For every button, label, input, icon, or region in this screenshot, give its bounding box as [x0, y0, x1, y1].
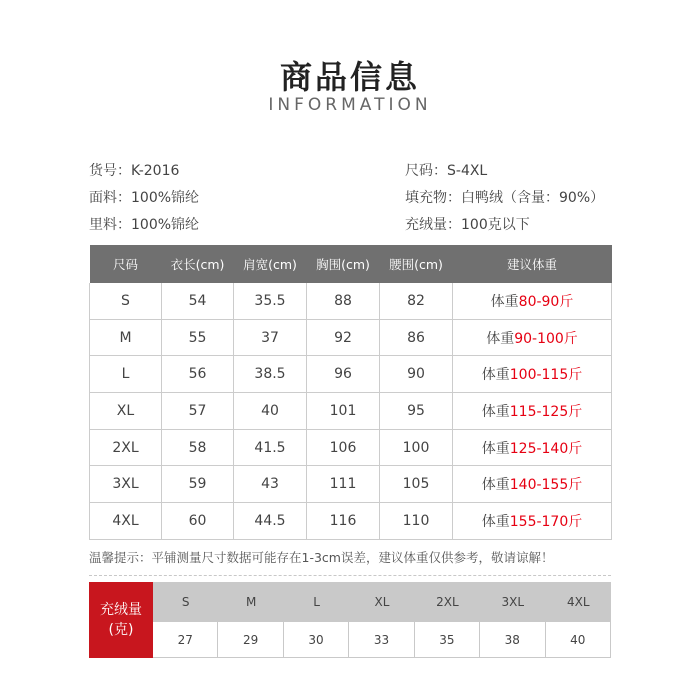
cell-waist: 86	[380, 319, 453, 356]
fill-size: M	[245, 595, 257, 609]
weight-prefix: 体重	[481, 403, 510, 420]
cell-chest: 92	[307, 319, 380, 356]
fill-grid	[153, 582, 611, 658]
cell-waist: 82	[380, 283, 453, 319]
measurement-tip: 温馨提示：平铺测量尺寸数据可能存在1-3cm误差，建议体重仅供参考，敬请谅解！	[89, 550, 554, 565]
fill-amount-table	[89, 582, 611, 658]
info-fill-amount: 充绒量：100克以下	[405, 217, 530, 233]
header-length: 衣长(cm)	[162, 245, 234, 283]
weight-range: 115-125斤	[509, 403, 583, 420]
cell-shoulder: 44.5	[234, 503, 307, 540]
cell-size: XL	[90, 393, 162, 430]
cell-size: 4XL	[90, 503, 162, 540]
info-fabric: 面料：100%锦纶	[89, 190, 200, 206]
fill-size: 2XL	[436, 595, 459, 609]
page-title: 商品信息	[279, 58, 420, 96]
cell-size: 2XL	[90, 429, 162, 466]
fill-grams: 38	[480, 622, 545, 658]
weight-range: 125-140斤	[509, 440, 583, 457]
fill-grams: 33	[349, 622, 414, 658]
table-row	[90, 393, 612, 430]
cell-shoulder: 41.5	[234, 429, 307, 466]
cell-length: 57	[162, 393, 234, 430]
fill-label-line2: (克)	[108, 622, 134, 638]
cell-length: 54	[162, 283, 234, 319]
info-filling: 填充物：白鸭绒（含量：90%）	[405, 190, 605, 206]
fill-size: XL	[374, 595, 390, 609]
cell-shoulder: 35.5	[234, 283, 307, 319]
cell-waist: 90	[380, 356, 453, 393]
table-row	[90, 429, 612, 466]
cell-shoulder: 37	[234, 319, 307, 356]
weight-range: 100-115斤	[509, 367, 583, 384]
cell-waist: 100	[380, 429, 453, 466]
fill-label-line1: 充绒量	[100, 602, 142, 618]
cell-size: M	[90, 319, 162, 356]
fill-size-row	[153, 582, 611, 622]
fill-grams: 29	[218, 622, 283, 658]
weight-prefix: 体重	[481, 477, 510, 494]
cell-shoulder: 38.5	[234, 356, 307, 393]
fill-size: L	[313, 595, 320, 609]
cell-size: S	[90, 283, 162, 319]
header-shoulder: 肩宽(cm)	[234, 245, 307, 283]
cell-weight	[453, 283, 612, 319]
table-row	[90, 356, 612, 393]
cell-chest: 106	[307, 429, 380, 466]
size-table-header	[90, 245, 612, 283]
header-weight: 建议体重	[453, 245, 612, 283]
header-waist: 腰围(cm)	[380, 245, 453, 283]
fill-grams: 35	[415, 622, 480, 658]
fill-grams: 30	[284, 622, 349, 658]
fill-grams: 40	[546, 622, 611, 658]
cell-weight	[453, 429, 612, 466]
fill-size: 4XL	[566, 595, 590, 609]
table-row	[90, 503, 612, 540]
table-row	[90, 283, 612, 319]
cell-length: 56	[162, 356, 234, 393]
weight-prefix: 体重	[481, 440, 510, 457]
page-subtitle: INFORMATION	[268, 95, 432, 115]
cell-chest: 116	[307, 503, 380, 540]
cell-chest: 111	[307, 466, 380, 503]
cell-size: 3XL	[90, 466, 162, 503]
cell-weight	[453, 466, 612, 503]
weight-prefix: 体重	[490, 293, 519, 310]
cell-waist: 95	[380, 393, 453, 430]
cell-chest: 96	[307, 356, 380, 393]
info-size-range: 尺码：S-4XL	[405, 163, 488, 179]
cell-shoulder: 40	[234, 393, 307, 430]
cell-length: 58	[162, 429, 234, 466]
weight-range: 90-100斤	[514, 330, 578, 347]
info-lining: 里料：100%锦纶	[89, 217, 200, 233]
cell-shoulder: 43	[234, 466, 307, 503]
weight-range: 80-90斤	[518, 293, 574, 310]
header-size: 尺码	[90, 245, 162, 283]
table-row	[90, 319, 612, 356]
cell-chest: 101	[307, 393, 380, 430]
cell-weight	[453, 503, 612, 540]
cell-size: L	[90, 356, 162, 393]
table-row	[90, 466, 612, 503]
weight-prefix: 体重	[481, 513, 510, 530]
weight-range: 140-155斤	[509, 477, 583, 494]
weight-prefix: 体重	[486, 330, 515, 347]
fill-size: S	[181, 595, 190, 609]
fill-grams-row	[153, 622, 611, 658]
divider	[89, 575, 611, 576]
header-chest: 胸围(cm)	[307, 245, 380, 283]
size-table	[89, 245, 612, 540]
cell-weight	[453, 356, 612, 393]
cell-length: 60	[162, 503, 234, 540]
cell-weight	[453, 319, 612, 356]
weight-range: 155-170斤	[509, 513, 583, 530]
fill-amount-label	[89, 582, 153, 658]
info-item-no: 货号：K-2016	[89, 163, 180, 179]
fill-size: 3XL	[501, 595, 525, 609]
cell-weight	[453, 393, 612, 430]
cell-waist: 110	[380, 503, 453, 540]
cell-waist: 105	[380, 466, 453, 503]
cell-chest: 88	[307, 283, 380, 319]
weight-prefix: 体重	[481, 367, 510, 384]
cell-length: 55	[162, 319, 234, 356]
cell-length: 59	[162, 466, 234, 503]
fill-grams: 27	[153, 622, 218, 658]
